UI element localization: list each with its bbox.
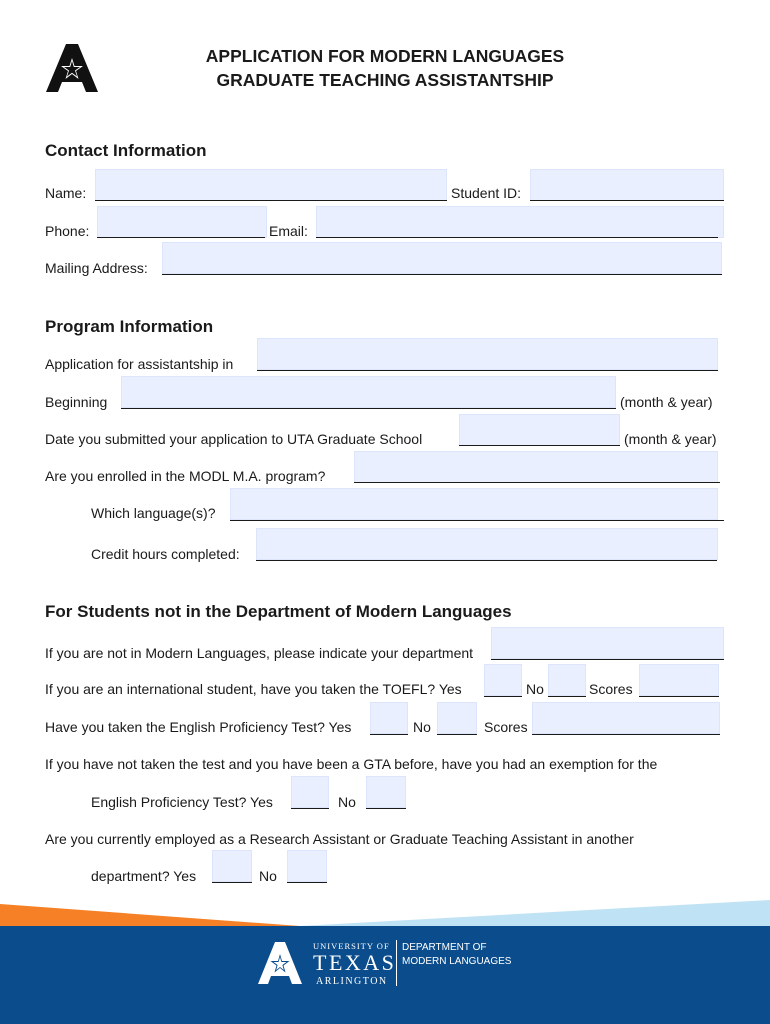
exemption-question-line1: If you have not taken the test and you have been a GTA before, have you had an exemption for the — [45, 756, 658, 772]
date-submitted-underline — [459, 445, 620, 446]
department-label: If you are not in Modern Languages, please indicate your department — [45, 645, 474, 661]
employed-no-label: No — [259, 868, 277, 884]
toefl-no-underline — [548, 696, 586, 697]
credit-hours-underline — [256, 560, 717, 561]
email-underline — [316, 237, 718, 238]
exemption-yes-field[interactable] — [291, 776, 329, 808]
application-label: Application for assistantship in — [45, 356, 234, 372]
mailing-address-underline — [162, 274, 722, 275]
ept-no-label: No — [413, 719, 431, 735]
ept-yes-underline — [370, 734, 408, 735]
exemption-no-field[interactable] — [366, 776, 406, 808]
toefl-yes-field[interactable] — [484, 664, 522, 696]
credit-hours-label: Credit hours completed: — [91, 546, 240, 562]
languages-label: Which language(s)? — [91, 505, 216, 521]
footer-dept-line2: MODERN LANGUAGES — [402, 956, 512, 967]
ept-scores-underline — [532, 734, 720, 735]
beginning-field[interactable] — [121, 376, 616, 408]
employed-yes-field[interactable] — [212, 850, 252, 882]
title-line-2: GRADUATE TEACHING ASSISTANTSHIP — [216, 70, 554, 90]
toefl-scores-label: Scores — [589, 681, 633, 697]
footer-dept-line1: DEPARTMENT OF — [402, 942, 487, 953]
exemption-question-line2: English Proficiency Test? Yes — [91, 794, 273, 810]
employed-question-line2: department? Yes — [91, 868, 197, 884]
department-field[interactable] — [491, 627, 724, 659]
exemption-no-underline — [366, 808, 406, 809]
name-label: Name: — [45, 185, 87, 201]
program-heading: Program Information — [45, 317, 214, 336]
toefl-yes-underline — [484, 696, 522, 697]
student-id-label: Student ID: — [451, 185, 522, 201]
ept-scores-label: Scores — [484, 719, 528, 735]
toefl-no-field[interactable] — [548, 664, 586, 696]
employed-yes-underline — [212, 882, 252, 883]
contact-heading: Contact Information — [45, 141, 207, 160]
ept-label: Have you taken the English Proficiency Test? Yes — [45, 719, 352, 735]
email-field[interactable] — [316, 206, 724, 238]
uta-logo-icon — [44, 44, 100, 94]
application-underline — [257, 370, 718, 371]
enrolled-field[interactable] — [354, 451, 718, 483]
footer-divider — [396, 940, 397, 986]
date-submitted-label: Date you submitted your application to UTA Graduate School — [45, 431, 423, 447]
student-id-field[interactable] — [530, 169, 724, 201]
uta-footer-logo-icon — [256, 942, 304, 986]
page-title — [155, 44, 615, 92]
employed-no-field[interactable] — [287, 850, 327, 882]
enrolled-label: Are you enrolled in the MODL M.A. program? — [45, 468, 326, 484]
exemption-yes-underline — [291, 808, 329, 809]
mailing-address-label: Mailing Address: — [45, 260, 148, 276]
beginning-underline — [121, 408, 616, 409]
phone-underline — [97, 237, 265, 238]
application-field[interactable] — [257, 338, 718, 370]
phone-label: Phone: — [45, 223, 90, 239]
name-field[interactable] — [95, 169, 447, 201]
date-submitted-field[interactable] — [459, 414, 620, 446]
email-label: Email: — [269, 223, 308, 239]
languages-field[interactable] — [230, 488, 718, 520]
footer-bar — [0, 926, 770, 1024]
title-line-1: APPLICATION FOR MODERN LANGUAGES — [205, 46, 565, 66]
phone-field[interactable] — [97, 206, 267, 238]
ept-scores-field[interactable] — [532, 702, 720, 734]
footer-university-of: UNIVERSITY OF — [313, 941, 390, 951]
credit-hours-field[interactable] — [256, 528, 718, 560]
footer-arlington: ARLINGTON — [316, 976, 388, 987]
ept-no-underline — [437, 734, 477, 735]
employed-question-line1: Are you currently employed as a Research Assistant or Graduate Teaching Assistant in another — [45, 831, 634, 847]
name-underline — [95, 200, 447, 201]
employed-no-underline — [287, 882, 327, 883]
mailing-address-field[interactable] — [162, 242, 722, 274]
toefl-scores-underline — [639, 696, 719, 697]
footer-texas: TEXAS — [313, 950, 397, 975]
beginning-month-year-note: (month & year) — [620, 394, 713, 410]
other-dept-heading: For Students not in the Department of Modern Languages — [45, 602, 512, 621]
toefl-scores-field[interactable] — [639, 664, 719, 696]
languages-underline — [230, 520, 724, 521]
toefl-no-label: No — [526, 681, 544, 697]
ept-yes-field[interactable] — [370, 702, 408, 734]
ept-no-field[interactable] — [437, 702, 477, 734]
student-id-underline — [530, 200, 724, 201]
department-underline — [491, 659, 724, 660]
exemption-no-label: No — [338, 794, 356, 810]
date-submitted-month-year-note: (month & year) — [624, 431, 717, 447]
toefl-label: If you are an international student, have you taken the TOEFL? Yes — [45, 681, 462, 697]
beginning-label: Beginning — [45, 394, 108, 410]
enrolled-underline — [354, 482, 720, 483]
